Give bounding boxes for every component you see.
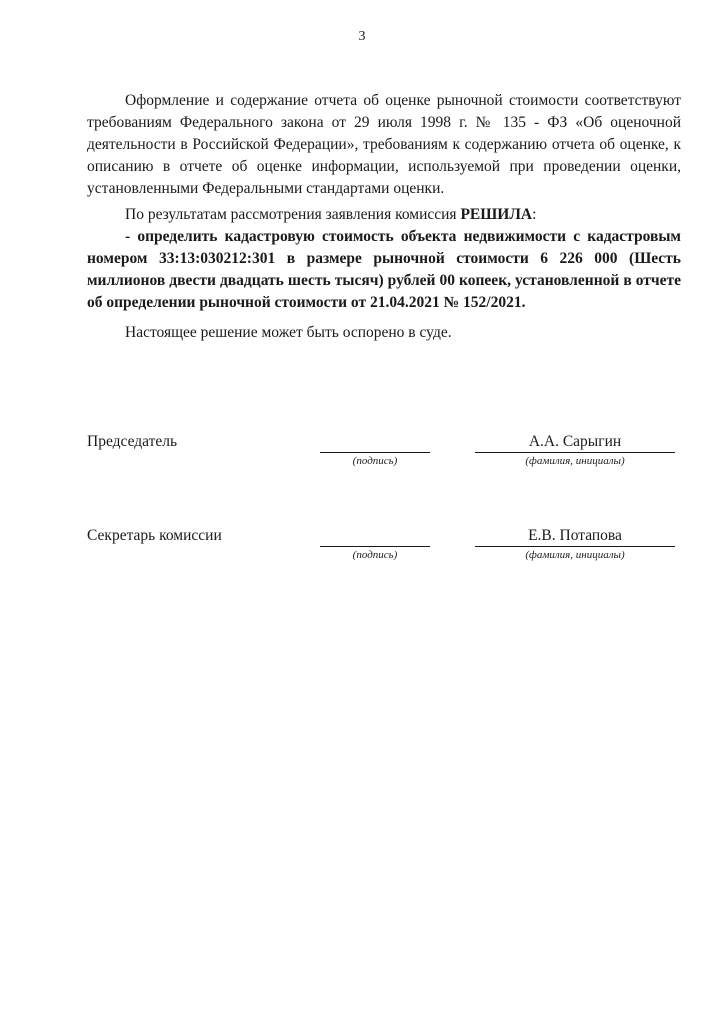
decision-lead-text: По результатам рассмотрения заявления комиссия	[125, 206, 461, 223]
signature-field	[320, 526, 430, 562]
signature-row-chairman	[87, 432, 681, 482]
section-decision	[87, 204, 681, 314]
decision-keyword: РЕШИЛА	[460, 206, 533, 223]
name-caption: (фамилия, инициалы)	[525, 455, 625, 467]
paragraph-report-compliance: Оформление и содержание отчета об оценке рыночной стоимости соответствуют требованиям Федерального закона от 29 июля 1998 г. № 135 - ФЗ «Об оценочной деятельности в Российской Федерации», требованиям к содержанию отчета об оценке, к описанию в отчете об оценке информации, используемой при проведении оценки, установленными Федеральными стандартами оценки.	[87, 92, 681, 197]
name-field	[475, 526, 675, 562]
paragraph-commission-decision	[87, 204, 681, 226]
signature-line	[320, 432, 430, 453]
signature-role-label: Секретарь комиссии	[87, 527, 222, 544]
section-appeal	[87, 322, 681, 344]
name-caption: (фамилия, инициалы)	[525, 549, 625, 561]
signature-caption: (подпись)	[352, 455, 398, 467]
section-compliance	[87, 90, 681, 200]
page-number: 3	[358, 29, 366, 44]
signature-line	[320, 526, 430, 547]
signatory-name: Е.В. Потапова	[475, 526, 675, 547]
signature-row-secretary	[87, 526, 681, 576]
paragraph-resolution: - определить кадастровую стоимость объекта недвижимости с кадастровым номером 33:13:030212:301 в размере рыночной стоимости 6 226 000 (Шесть миллионов двести двадцать шесть тысяч) рублей 00 копеек, установленной в отчете об определении рыночной стоимости от 21.04.2021 № 152/2021.	[87, 228, 681, 311]
signatory-name: А.А. Сарыгин	[475, 432, 675, 453]
signature-caption: (подпись)	[352, 549, 398, 561]
decision-tail-text: :	[532, 206, 537, 223]
name-field	[475, 432, 675, 468]
paragraph-appeal-note: Настоящее решение может быть оспорено в суде.	[125, 324, 452, 341]
signature-field	[320, 432, 430, 468]
signature-role-label: Председатель	[87, 433, 178, 450]
